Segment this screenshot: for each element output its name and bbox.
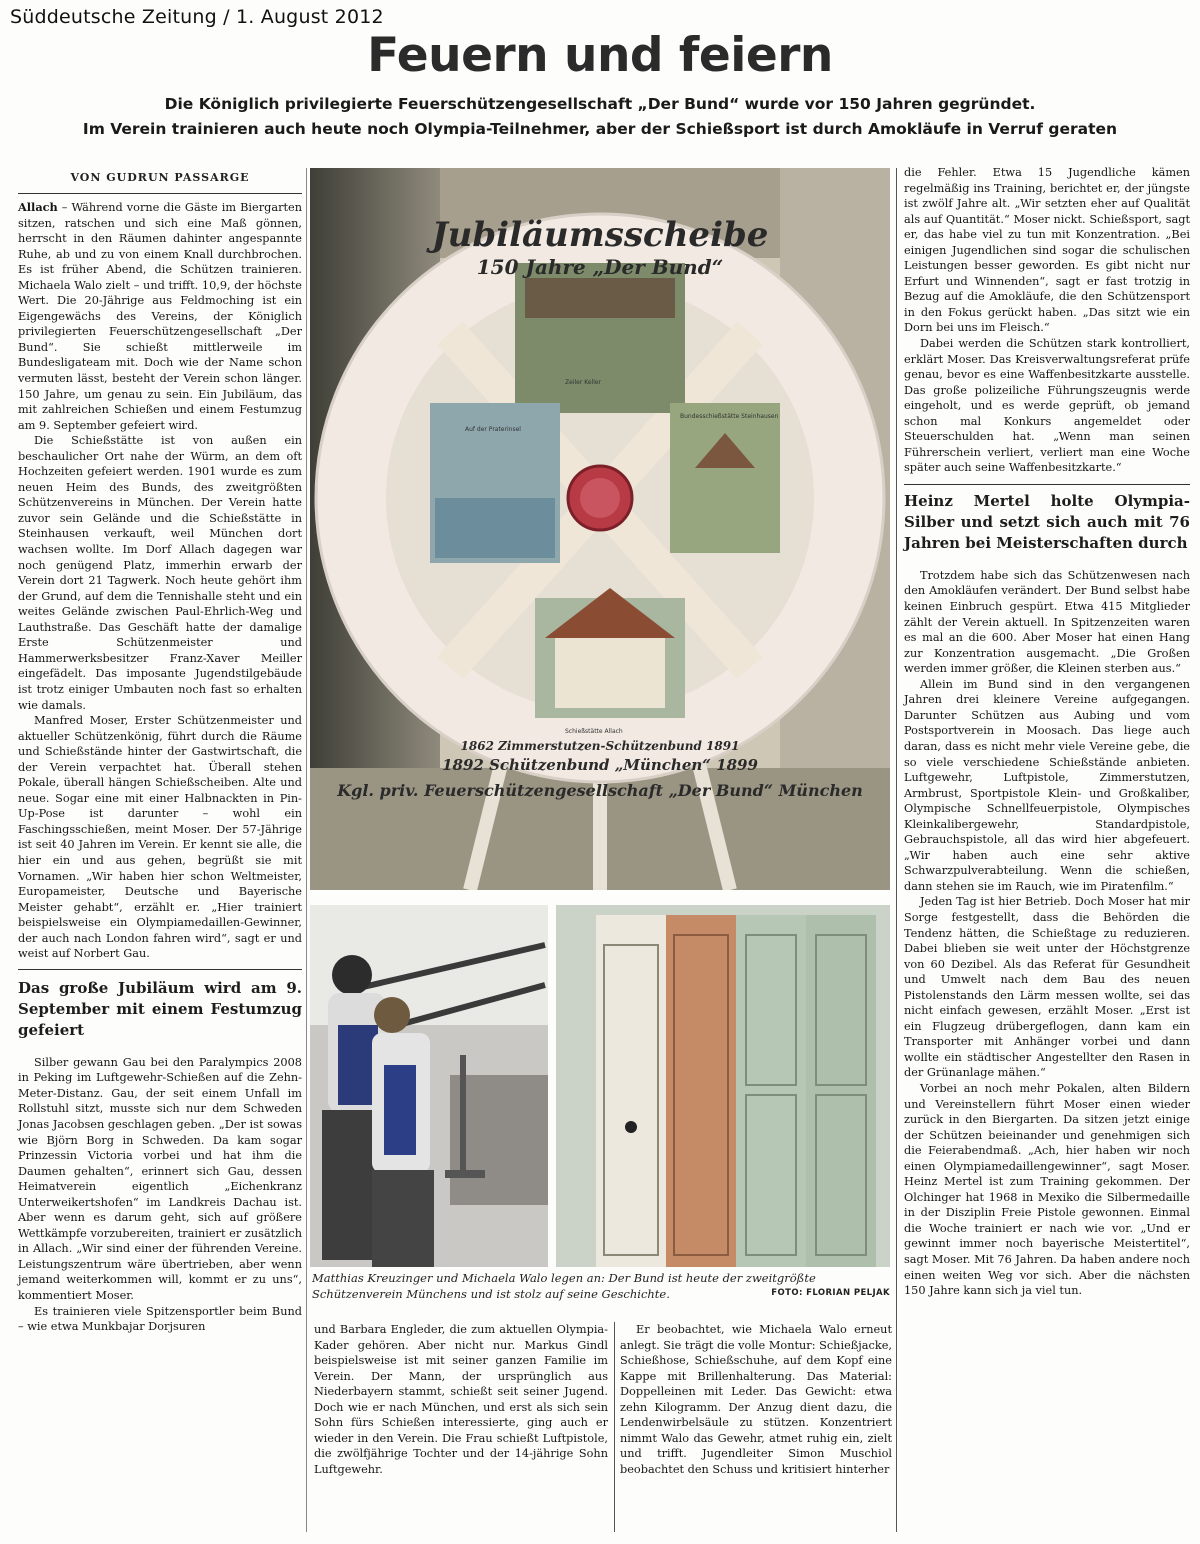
source-line: Süddeutsche Zeitung / 1. August 2012 — [10, 6, 384, 28]
paragraph-col4-5: Jeden Tag ist hier Betrieb. Doch Moser hat mir Sorge festgestellt, dass die Behörden die Tendenz hätten, die Schießtage zu reduzieren. Dabei blieben sie weit unter der Höchstgrenze von 60 Dezibel. Als das Referat für Gesundheit und Umwelt nach dem Bau des neuen Pistolenstands den Lärm messen wollte, sei das nicht einfach gewesen, erzählt Moser. „Erst ist ein Flugzeug drübergeflogen, dann kam ein Transporter mit Anhänger vorbei und dann wollte ein städtischer Angestellter den Rasen in der Grünanlage mähen.“ — [904, 895, 1190, 1080]
column-rule-1 — [614, 1322, 615, 1532]
target-subtitle-text: 150 Jahre „Der Bund“ — [476, 255, 724, 279]
paragraph-2: Die Schießstätte ist von außen ein beschaulicher Ort nahe der Würm, an dem oft Hochzeiten gefeiert werden. 1901 wurde es zum neuen Heim des Bunds, des zweitgrößten Schützenvereins in München. Der Verein hatte zuvor sein Gelände und die Schießstätte in Steinhausen verkauft, weil München dort wachsen wollte. Im Dorf Allach dagegen war noch genügend Platz, immerhin erwarb der Verein dort 21 Tagwerk. Noch heute gehört ihm der Grund, auf dem die Tennishalle steht und ein weites Gelände zwischen Paul-Ehrlich-Weg und Lauthstraße. Das Geschäft hatte der damalige Erste Schützenmeister und Hammerwerksbesitzer Franz-Xaver Meiller eingefädelt. Das imposante Jugendstilgebäude ist trotz einiger Umbauten noch fast so erhalten wie damals. — [18, 434, 302, 712]
scene-label-center: Zeiler Keller — [565, 379, 602, 386]
target-title-text: Jubiläumsscheibe — [431, 215, 769, 255]
intertitle-1: Das große Jubiläum wird am 9. September mit einem Festumzug gefeiert — [18, 978, 302, 1039]
byline: VON GUDRUN PASSARGE — [70, 171, 250, 184]
divider-col4 — [904, 484, 1190, 485]
intertitle-2: Heinz Mertel holte Olympia-Silber und setzt sich auch mit 76 Jahren bei Meisterschaften durch — [904, 491, 1190, 552]
dateline: Allach — [18, 200, 58, 214]
column-1 — [18, 200, 302, 1335]
column-3 — [620, 1322, 892, 1477]
subheadline — [60, 92, 1140, 142]
column-2 — [314, 1322, 608, 1477]
byline-rule — [18, 193, 302, 194]
paragraph-col2: und Barbara Engleder, die zum aktuellen Olympia-Kader gehören. Aber nicht nur. Markus Gindl beispielsweise ist mit seiner ganzen Familie im Verein. Der Mann, der ursprünglich aus Niederbayern stammt, schießt seit seiner Jugend. Doch wie er nach München, und erst als sich sein Sohn fürs Schießen interessierte, ging auch er wieder in den Verein. Die Frau schießt Luftpistole, die zwölfjährige Tochter und der 14-jährige Sohn Luftgewehr. — [314, 1323, 608, 1476]
subheadline-line-1: Die Königlich privilegierte Feuerschützengesellschaft „Der Bund“ wurde vor 150 Jahren gegründet. — [164, 95, 1036, 113]
paragraph-4: Silber gewann Gau bei den Paralympics 2008 in Peking im Luftgewehr-Schießen auf die Zehn-Meter-Distanz. Gau, der seit einem Unfall im Rollstuhl sitzt, musste sich nur dem Schweden Jonas Jacobsen geschlagen geben. „Der ist sowas wie Björn Borg in Schweden. Da kam sogar Prinzessin Victoria vorbei und hat ihm die Daumen gehalten“, erinnert sich Gau, dessen Heimatverein eigentlich „Eichenkranz Unterweikertshofen“ im Landkreis Dachau ist. Aber wenn es darum geht, sich auf größere Wettkämpfe vorzubereiten, trainiert er zusätzlich in Allach. „Wir sind einer der führenden Vereine. Leistungszentrum wäre übertrieben, aber wenn jemand weiterkommen will, kommt er zu uns“, kommentiert Moser. — [18, 1055, 302, 1302]
divider — [18, 969, 302, 970]
paragraph-1-text: – Während vorne die Gäste im Biergarten sitzen, ratschen und sich eine Maß gönnen, herrscht in den Räumen dahinter angespannte Ruhe, ab und zu von einem Knall durchbrochen. Es ist früher Abend, die Schützen trainieren. Michaela Walo zielt – und trifft. 10,9, der höchste Wert. Die 20-Jährige aus Feldmoching ist ein Eigengewächs des Vereins, der Königlich privilegierten Feuerschützengesellschaft „Der Bund“. Sie schießt mittlerweile im Bundesligateam mit. Doch wie der Name schon vermuten lässt, besteht der Verein schon länger. 150 Jahre, um genau zu sein. Ein Jubiläum, das mit zahlreichen Schießen und einem Festumzug am 9. September gefeiert wird. — [18, 201, 302, 432]
paragraph-5: Es trainieren viele Spitzensportler beim Bund – wie etwa Munkbajar Dorjsuren — [18, 1304, 302, 1334]
headline: Feuern und feiern — [367, 28, 833, 83]
paragraph-col4-4: Allein im Bund sind in den vergangenen Jahren drei kleinere Vereine aufgegangen. Darunter Schützen aus Aubing und vom Postsportverein in Moosach. Das liege auch daran, dass es nicht mehr viele Vereine gebe, die so viele verschiedene Schießstände anbieten. Luftgewehr, Luftpistole, Zimmerstutzen, Armbrust, Sportpistole Klein- und Großkaliber, Olympische Schnellfeuerpistole, Olympisches Kleinkalibergewehr, Standardpistole, Gebrauchspistole, all das wird hier abgefeuert. „Wir haben auch eine sehr aktive Schwarzpulverabteilung. Wenn die schießen, dann stehen sie im Rauch, wie im Piratenfilm.“ — [904, 677, 1190, 893]
photo-shooters — [310, 905, 548, 1267]
target-bottom-text-3: Kgl. priv. Feuerschützengesellschaft „Der Bund“ München — [337, 781, 863, 800]
shooters-image — [310, 905, 548, 1267]
scene-label-left: Auf der Praterinsel — [465, 426, 521, 433]
subheadline-line-2: Im Verein trainieren auch heute noch Olympia-Teilnehmer, aber der Schießsport ist durch Amokläufe in Verruf geraten — [82, 120, 1118, 138]
scene-label-right: Bundesschießstätte Steinhausen — [680, 413, 779, 420]
locker-image — [556, 905, 890, 1267]
target-bottom-text-1: 1862 Zimmerstutzen-Schützenbund 1891 — [460, 739, 740, 753]
column-4 — [904, 165, 1190, 1299]
paragraph-1 — [18, 200, 302, 433]
column-rule-2 — [896, 168, 897, 1532]
target-bottom-text-2: 1892 Schützenbund „München“ 1899 — [442, 756, 758, 774]
jubilee-target-image — [310, 168, 890, 890]
paragraph-col4-2: Dabei werden die Schützen stark kontrolliert, erklärt Moser. Das Kreisverwaltungsreferat prüfe genau, bevor es eine Waffenbesitzkarte ausstelle. Das große polizeiliche Führungszeugnis werde eingeholt, und es werde geprüft, ob jemand schon mal Konkurs angemeldet oder Steuerschulden hat. „Wenn man seinen Führerschein verliert, verliert man eine Woche später auch seine Waffenbesitzkarte.“ — [904, 337, 1190, 475]
paragraph-col4-1: die Fehler. Etwa 15 Jugendliche kämen regelmäßig ins Training, berichtet er, der jüngste ist zwölf Jahre alt. „Wir setzten eher auf Qualität als auf Quantität.“ Moser nickt. Schießsport, sagt er, das habe viel zu tun mit Konzentration. „Bei einigen Jugendlichen sind sogar die schulischen Leistungen besser geworden. Es gibt nicht nur Erfurt und Winnenden“, sagt er fast trotzig in Bezug auf die Amokläufe, die den Schützensport in den Fokus gerückt haben. „Das sitzt wie ein Dorn bei uns im Fleisch.“ — [904, 166, 1190, 335]
caption-text: Matthias Kreuzinger und Michaela Walo legen an: Der Bund ist heute der zweitgrößte Schützenverein Münchens und ist stolz auf seine Geschichte. — [312, 1271, 816, 1301]
photo-credit: FOTO: FLORIAN PELJAK — [771, 1288, 890, 1298]
paragraph-3: Manfred Moser, Erster Schützenmeister und aktueller Schützenkönig, führt durch die Räume und Schießstände hinter der Gastwirtschaft, die der Verein verpachtet hat. Überall stehen Pokale, überall hängen Schießscheiben. Alte und neue. Sogar eine mit einer Halbnackten in Pin-Up-Pose ist darunter – wohl ein Faschingsschießen, meint Moser. Der 57-Jährige ist seit 40 Jahren im Verein. Er kennt sie alle, die hier ein und aus gehen, begrüßt sie mit Vornamen. „Wir haben hier schon Weltmeister, Europameister, Deutsche und Bayerische Meister gehabt“, erzählt er. „Hier trainiert beispielsweise ein Olympiamedaillen-Gewinner, der auch nach London fahren wird“, sagt er und weist auf Norbert Gau. — [18, 714, 302, 961]
photo-locker — [556, 905, 890, 1267]
paragraph-col3: Er beobachtet, wie Michaela Walo erneut anlegt. Sie trägt die volle Montur: Schießjacke, Schießhose, Schießschuhe, auf dem Kopf eine Kappe mit Brillenhalterung. Das Material: Doppelleinen mit Leder. Das Gewicht: etwa zehn Kilogramm. Der Anzug dient dazu, die Lendenwirbelsäule zu stützen. Konzentriert nimmt Walo das Gewehr, atmet ruhig ein, zielt und trifft. Jugendleiter Simon Muschiol beobachtet den Schuss und kritisiert hinterher — [620, 1323, 892, 1476]
paragraph-col4-6: Vorbei an noch mehr Pokalen, alten Bildern und Vereinstellern führt Moser einen wieder zurück in den Biergarten. Da sitzen jetzt einige der Schützen beieinander und genehmigen sich die Feierabendmaß. „Ach, hier haben wir noch einen Olympiamedaillengewinner“, sagt Moser. Heinz Mertel ist zum Training gekommen. Der Olchinger hat 1968 in Mexiko die Silbermedaille in der Disziplin Freie Pistole gewonnen. Einmal die Woche trainiert er nach wie vor. „Und er gewinnt immer noch bayerische Meistertitel“, sagt Moser. Mit 76 Jahren. Da haben andere noch einen weiten Weg vor sich. Aber die nächsten 150 Jahre kann sich ja viel tun. — [904, 1081, 1190, 1298]
column-rule-0 — [306, 168, 307, 1532]
photo-jubilee-target — [310, 168, 890, 890]
scene-label-bottom: Schießstätte Allach — [565, 728, 623, 735]
paragraph-col4-3: Trotzdem habe sich das Schützenwesen nach den Amokläufen verändert. Der Bund selbst habe keinen Einbruch gespürt. Etwa 415 Mitglieder zählt der Verein aktuell. In Spitzenzeiten waren es mal an die 600. Aber Moser hat einen Hang zur Konzentration ausgemacht. „Die Großen werden immer größer, die Kleinen sterben aus.“ — [904, 568, 1190, 676]
